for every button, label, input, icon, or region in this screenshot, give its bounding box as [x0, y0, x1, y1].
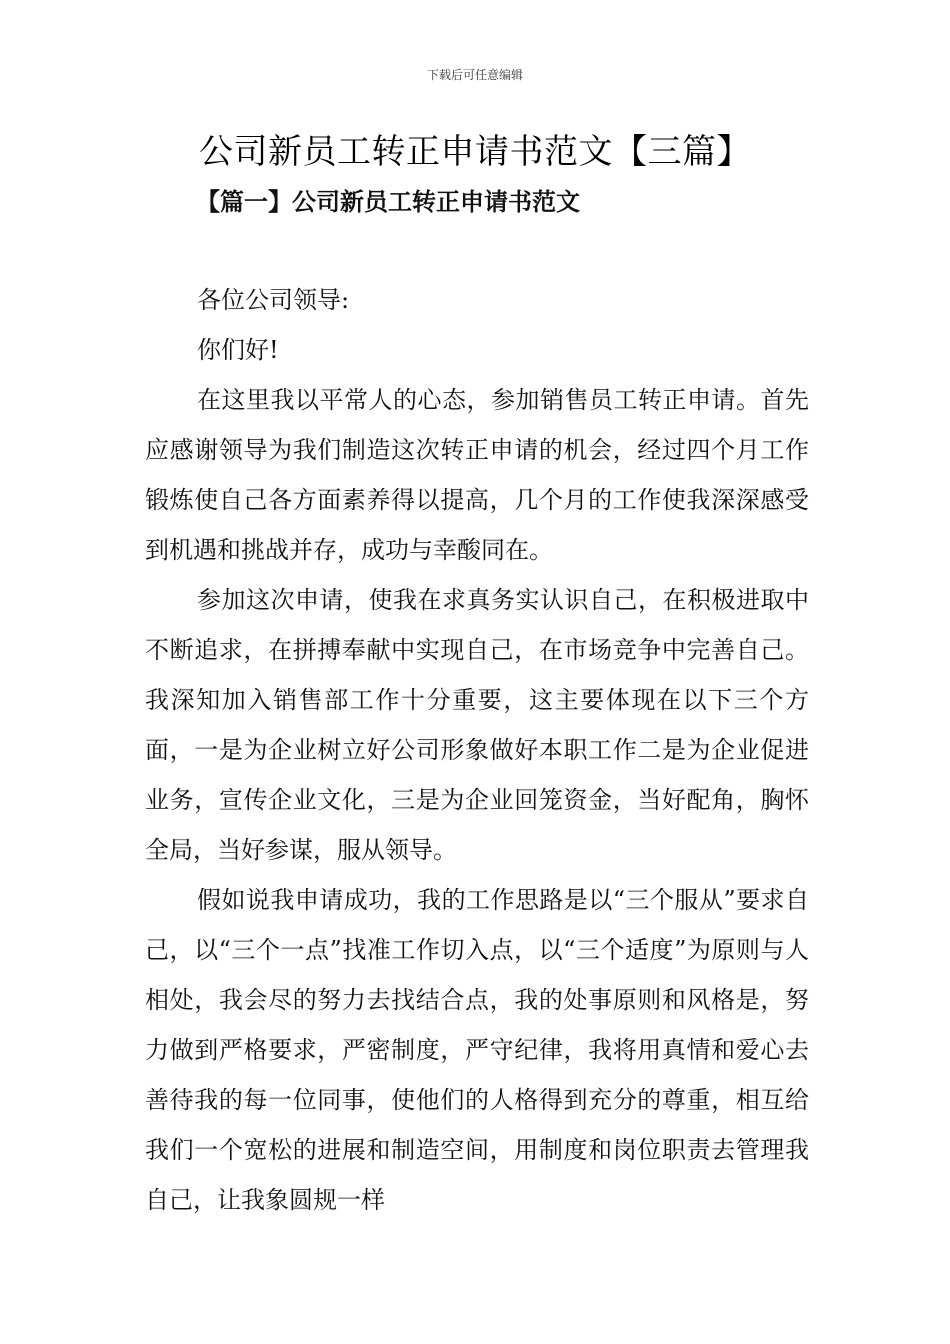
- document-title: 公司新员工转正申请书范文【三篇】: [199, 132, 751, 172]
- document-body: [145, 275, 809, 1225]
- body-paragraph: 参加这次申请，使我在求真务实认识自己，在积极进取中不断追求，在拼搏奉献中实现自己，在市场竞争中完善自己。我深知加入销售部工作十分重要，这主要体现在以下三个方面，一是为企业树立好公司形象做好本职工作二是为企业促进业务，宣传企业文化，三是为企业回笼资金，当好配角，胸怀全局，当好参谋，服从领导。: [145, 586, 809, 864]
- header-note: 下载后可任意编辑: [426, 68, 523, 82]
- section-title: 【篇一】公司新员工转正申请书范文: [196, 187, 580, 216]
- greeting: 你们好!: [197, 336, 279, 364]
- body-paragraph: 假如说我申请成功，我的工作思路是以“三个服从”要求自己，以“三个一点”找准工作切入点，以“三个适度”为原则与人相处，我会尽的努力去找结合点，我的处事原则和风格是，努力做到严格要求，严密制度，严守纪律，我将用真情和爱心去善待我的每一位同事，使他们的人格得到充分的尊重，相互给我们一个宽松的进展和制造空间，用制度和岗位职责去管理我自己，让我象圆规一样: [145, 886, 809, 1214]
- body-paragraph: 在这里我以平常人的心态，参加销售员工转正申请。首先应感谢领导为我们制造这次转正申请的机会，经过四个月工作锻炼使自己各方面素养得以提高，几个月的工作使我深深感受到机遇和挑战并存，成功与幸酸同在。: [145, 386, 809, 564]
- salutation: 各位公司领导:: [197, 286, 350, 314]
